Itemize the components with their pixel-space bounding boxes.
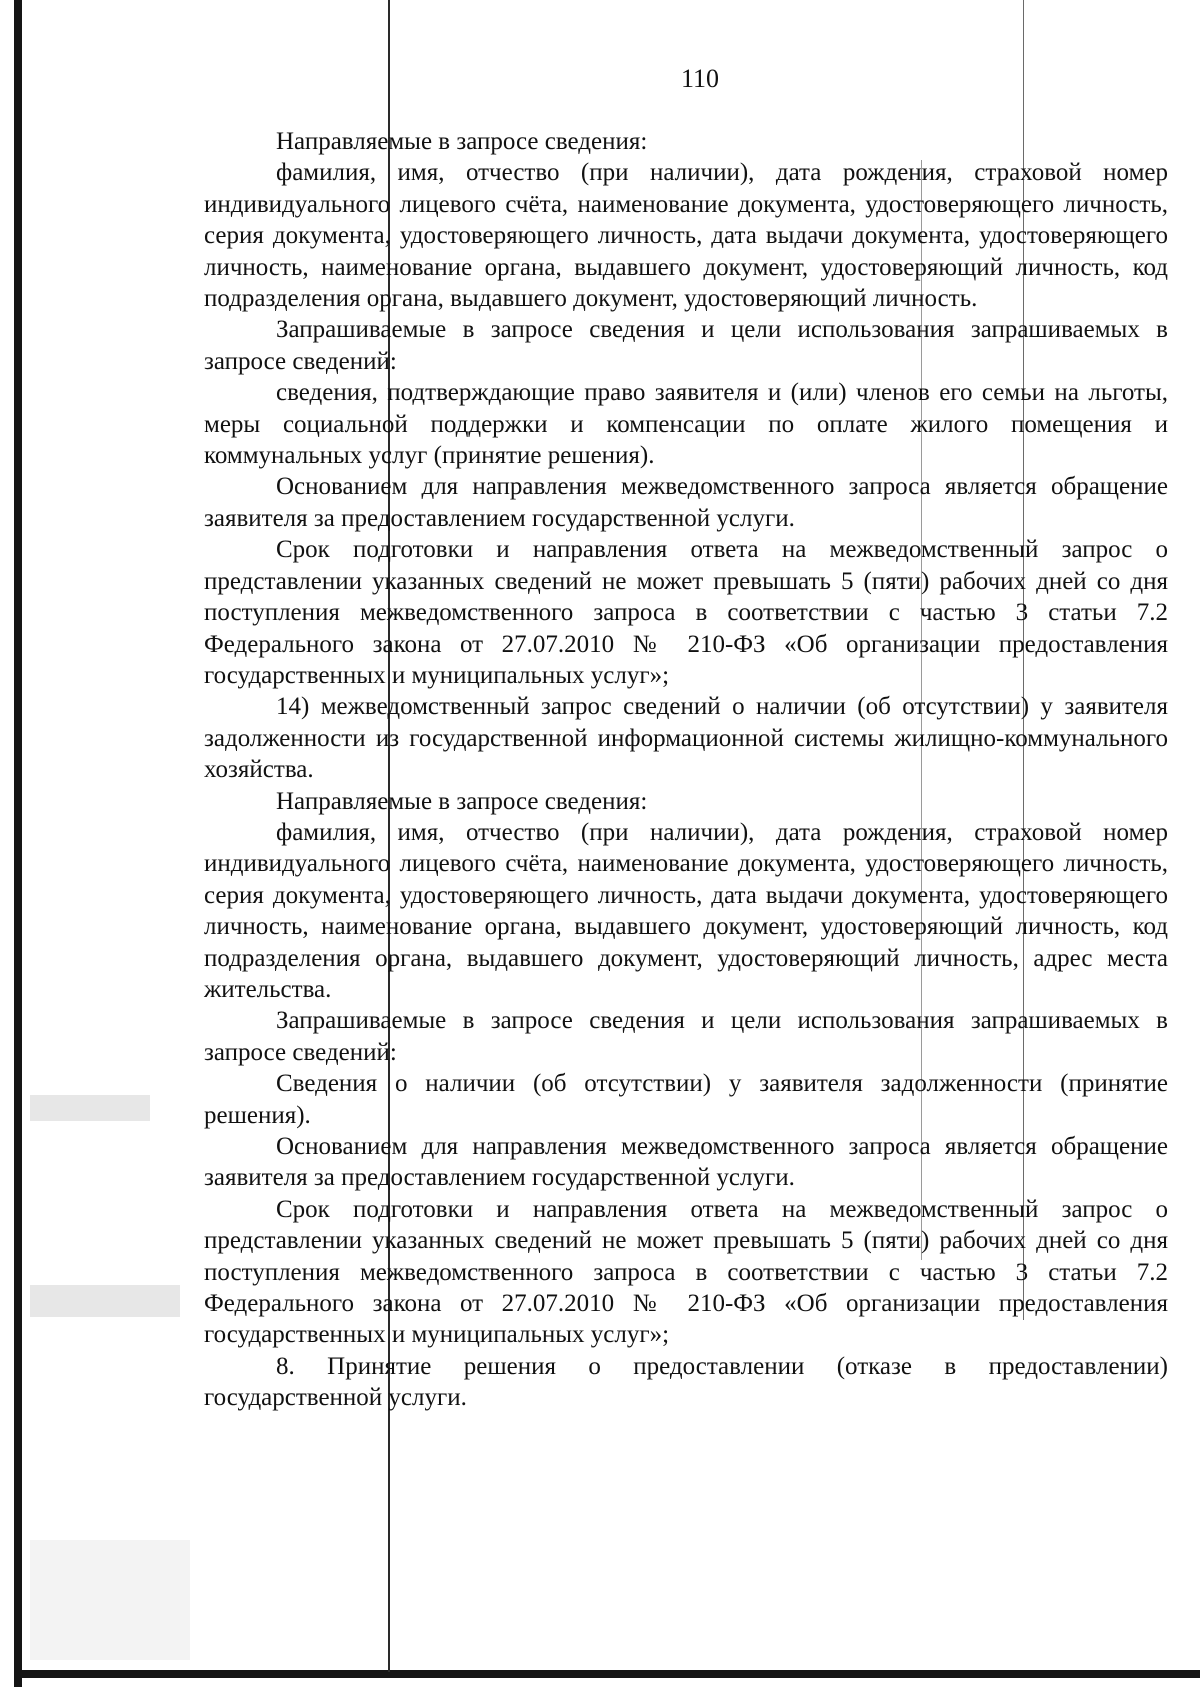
- paragraph: Запрашиваемые в запросе сведения и цели использования запрашиваемых в запросе сведений:: [204, 1007, 1168, 1066]
- paragraph: Направляемые в запросе сведения:: [276, 787, 648, 815]
- paragraph: фамилия, имя, отчество (при наличии), дата рождения, страховой номер индивидуального лицевого счёта, наименование документа, удостоверяющего личность, серия документа, удостоверяющего личность, дата выдачи документа, удостоверяющего личность, наименование органа, выдавшего документ, удостоверяющий личность, код подразделения органа, выдавшего документ, удостоверяющий личность, адрес места жительства.: [204, 818, 1168, 1003]
- scan-speckle: [30, 1540, 190, 1660]
- paragraph: Направляемые в запросе сведения:: [276, 128, 648, 155]
- paragraph: сведения, подтверждающие право заявителя и (или) членов его семьи на льготы, меры социальной поддержки и компенсации по оплате жилого помещения и коммунальных услуг (принятие решения).: [204, 379, 1168, 470]
- paragraph: Запрашиваемые в запросе сведения и цели использования запрашиваемых в запросе сведений:: [204, 316, 1168, 375]
- scan-border-bottom: [14, 1670, 1200, 1678]
- scan-speckle: [30, 1285, 180, 1317]
- paragraph: Срок подготовки и направления ответа на межведомственный запрос о представлении указанных сведений не может превышать 5 (пяти) рабочих дней со дня поступления межведомственного запроса в соответствии с частью 3 статьи 7.2 Федерального закона от 27.07.2010 № 210-ФЗ «Об организации предоставления государственных и муниципальных услуг»;: [204, 1195, 1168, 1349]
- document-body: [204, 126, 1168, 1414]
- paragraph: 8. Принятие решения о предоставлении (отказе в предоставлении) государственной услуги.: [204, 1352, 1168, 1412]
- paragraph: Срок подготовки и направления ответа на межведомственный запрос о представлении указанных сведений не может превышать 5 (пяти) рабочих дней со дня поступления межведомственного запроса в соответствии с частью 3 статьи 7.2 Федерального закона от 27.07.2010 № 210-ФЗ «Об организации предоставления государственных и муниципальных услуг»;: [204, 536, 1168, 689]
- paragraph: Основанием для направления межведомственного запроса является обращение заявителя за предоставлением государственной услуги.: [204, 473, 1168, 532]
- paragraph: Сведения о наличии (об отсутствии) у заявителя задолженности (принятие решения).: [204, 1070, 1168, 1129]
- paragraph: 14) межведомственный запрос сведений о наличии (об отсутствии) у заявителя задолженности из государственной информационной системы жилищно-коммунального хозяйства.: [204, 693, 1168, 784]
- paragraph: Основанием для направления межведомственного запроса является обращение заявителя за предоставлением государственной услуги.: [204, 1133, 1168, 1192]
- page-number: 110: [680, 64, 720, 93]
- paragraph: фамилия, имя, отчество (при наличии), дата рождения, страховой номер индивидуального лицевого счёта, наименование документа, удостоверяющего личность, серия документа, удостоверяющего личность, дата выдачи документа, удостоверяющего личность, наименование органа, выдавшего документ, удостоверяющий личность, код подразделения органа, выдавшего документ, удостоверяющий личность.: [204, 159, 1168, 313]
- scan-speckle: [30, 1095, 150, 1121]
- scan-border-left: [14, 0, 22, 1687]
